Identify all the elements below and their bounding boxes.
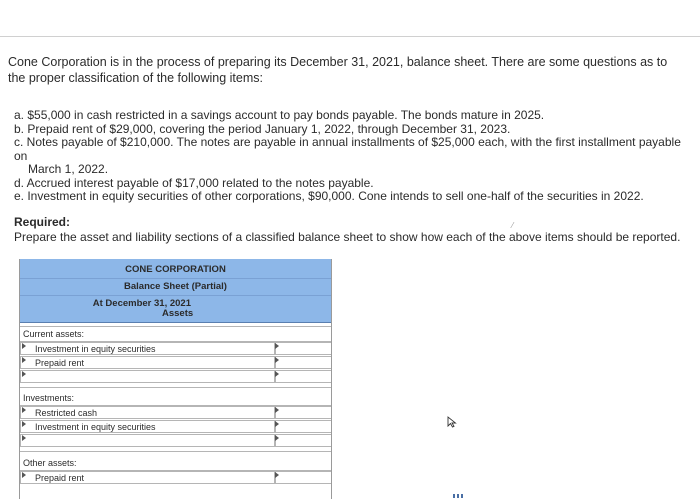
investments-row [20,391,331,405]
account-select[interactable] [20,434,275,447]
dropdown-marker-icon [22,407,26,413]
sheet-title: Balance Sheet (Partial) [20,279,331,296]
item-c-text: c. Notes payable of $210,000. The notes are payable in annual installments of $25,000 each, with the first installment payable on [14,135,681,163]
other-assets-label: Other assets: [23,458,77,468]
table-row [20,406,331,420]
balance-sheet-table [19,259,332,499]
dropdown-marker-icon [275,435,279,441]
dropdown-marker-icon [275,343,279,349]
amount-input[interactable] [275,420,332,433]
account-label: Investment in equity securities [35,422,156,432]
item-c [14,136,684,177]
dropdown-marker-icon [22,421,26,427]
amount-input[interactable] [275,406,332,419]
dropdown-marker-icon [275,357,279,363]
amount-input[interactable] [275,434,332,447]
amount-input[interactable] [275,356,332,369]
dropdown-marker-icon [275,472,279,478]
assets-heading: Assets [162,308,194,319]
table-row [20,471,331,485]
investments-label: Investments: [23,393,75,403]
table-row [20,420,331,434]
item-c-cont: March 1, 2022. [28,162,109,176]
dropdown-marker-icon [22,371,26,377]
dropdown-marker-icon [22,472,26,478]
amount-input[interactable] [275,471,332,484]
item-a: a. $55,000 in cash restricted in a savings account to pay bonds payable. The bonds mature in 2025. [14,108,545,122]
other-assets-row [20,456,331,470]
dropdown-marker-icon [275,407,279,413]
account-select[interactable] [20,370,275,383]
dropdown-marker-icon [275,371,279,377]
item-b: b. Prepaid rent of $29,000, covering the period January 1, 2022, through December 31, 2023. [14,121,511,136]
table-row [20,356,331,370]
required-text: Prepare the asset and liability sections of a classified balance sheet to show how each of the above items should be reported. [14,230,681,244]
current-assets-row [20,327,331,341]
grid-line [20,451,331,452]
account-label: Investment in equity securities [35,344,156,354]
item-d: d. Accrued interest payable of $17,000 related to the notes payable. [14,175,374,190]
mouse-cursor-icon [447,416,457,428]
dropdown-marker-icon [22,357,26,363]
table-row [20,370,331,384]
account-label: Prepaid rent [35,358,85,368]
grid-line [20,387,331,388]
item-e: e. Investment in equity securities of other corporations, $90,000. Cone intends to sell one-half of the securities in 2022. [14,189,644,203]
dropdown-marker-icon [22,435,26,441]
dropdown-marker-icon [22,343,26,349]
sheet-date: At December 31, 2021 [92,298,191,309]
amount-input[interactable] [275,370,332,383]
table-row [20,434,331,448]
dropdown-marker-icon [275,421,279,427]
sheet-company: CONE CORPORATION [20,262,331,279]
pen-mark-icon: ⁄ [512,221,514,230]
amount-input[interactable] [275,342,332,355]
question-items [14,109,684,204]
required-title: Required: [14,215,71,229]
top-divider [0,36,700,37]
question-intro: Cone Corporation is in the process of preparing its December 31, 2021, balance sheet. There are some questions as to the proper classification of the following items: [8,55,668,85]
scroll-indicator[interactable] [453,494,465,498]
account-label: Restricted cash [35,408,98,418]
current-assets-label: Current assets: [23,329,85,339]
assets-heading-row [20,307,331,321]
table-row [20,342,331,356]
account-label: Prepaid rent [35,473,85,483]
